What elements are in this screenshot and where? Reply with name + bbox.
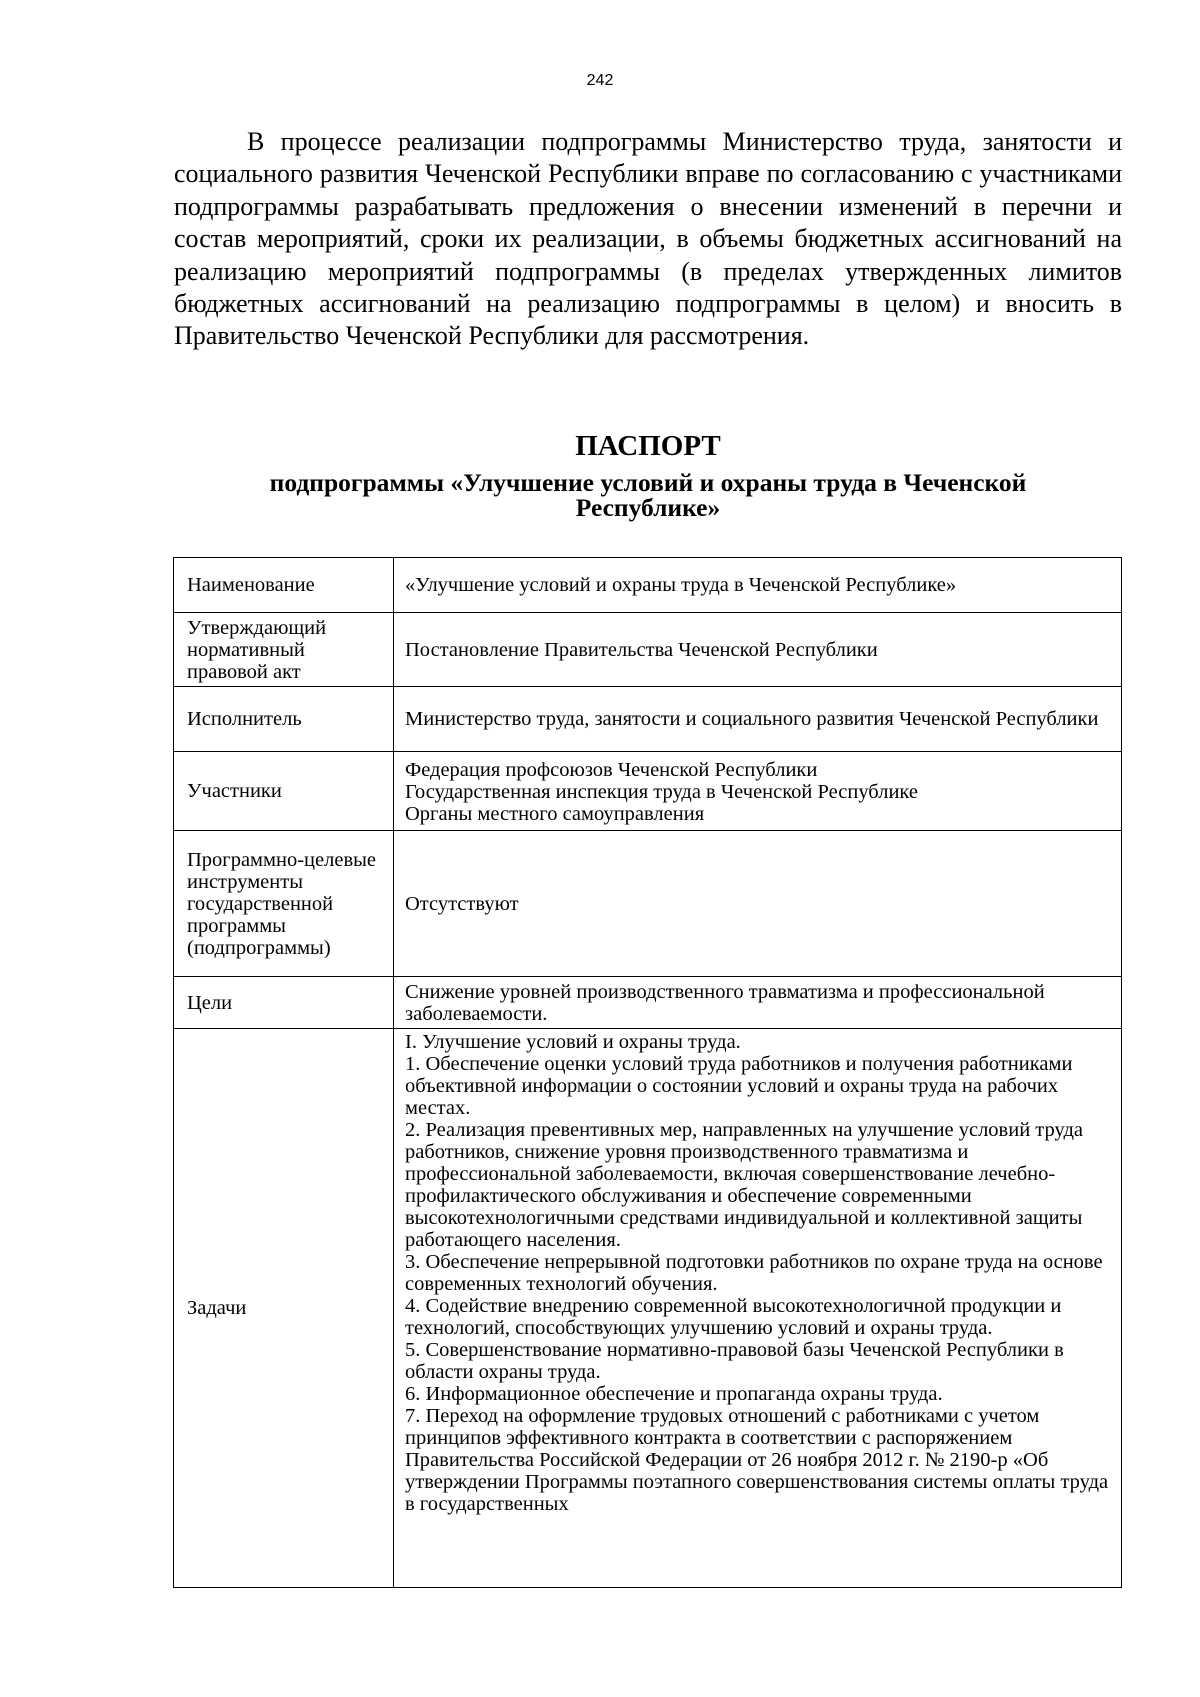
table-row-name [174,558,1122,613]
table-row-tasks [174,1029,1122,1588]
row-value-legal-act: Постановление Правительства Чеченской Республики [394,613,1122,687]
table-row-tools [174,831,1122,977]
task-item: I. Улучшение условий и охраны труда. [405,1031,741,1053]
row-label-goals: Цели [174,977,394,1029]
row-label-tools: Программно-целевые инструменты государственной программы (подпрограммы) [174,831,394,977]
passport-table [173,557,1122,1588]
row-label-legal-act: Утверждающий нормативный правовой акт [174,613,394,687]
participant-item: Государственная инспекция труда в Чеченской Республике [405,780,918,803]
row-value-tasks [394,1029,1122,1588]
passport-subtitle: подпрограммы «Улучшение условий и охраны труда в Чеченской Республике» [269,468,1027,522]
page-number: 242 [586,72,614,89]
row-value-participants [394,752,1122,831]
task-item: 5. Совершенствование нормативно-правовой базы Чеченской Республики в области охраны труда. [405,1339,1064,1383]
task-item: 6. Информационное обеспечение и пропаганда охраны труда. [405,1383,943,1405]
table-row-executor [174,687,1122,752]
table-row-participants [174,752,1122,831]
intro-paragraph: В процессе реализации подпрограммы Министерство труда, занятости и социального развития Чеченской Республики вправе по согласованию с участниками подпрограммы разрабатывать предложения о внесении изменений в перечни и состав мероприятий, сроки их реализации, в объемы бюджетных ассигнований на реализацию мероприятий подпрограммы (в пределах утвержденных лимитов бюджетных ассигнований на реализацию подпрограммы в целом) и вносить в Правительство Чеченской Республики для рассмотрения. [174,127,1122,351]
task-item: 3. Обеспечение непрерывной подготовки работников по охране труда на основе современных технологий обучения. [405,1251,1103,1295]
table-row-legal-act [174,613,1122,687]
participant-item: Федерация профсоюзов Чеченской Республики [405,758,818,781]
task-item: 4. Содействие внедрению современной высокотехнологичной продукции и технологий, способствующих улучшению условий и охраны труда. [405,1295,1062,1339]
task-item: 7. Переход на оформление трудовых отношений с работниками с учетом принципов эффективного контракта в соответствии с распоряжением Правительства Российской Федерации от 26 ноября 2012 г. № 2190-р «Об утверждении Программы поэтапного совершенствования системы оплаты труда в государственных [405,1405,1109,1515]
row-value-tools: Отсутствуют [394,831,1122,977]
row-label-name: Наименование [174,558,394,613]
table-row-goals [174,977,1122,1029]
row-label-tasks: Задачи [174,1029,394,1588]
row-value-goals: Снижение уровней производственного травматизма и профессиональной заболеваемости. [394,977,1122,1029]
participant-item: Органы местного самоуправления [405,802,705,825]
row-label-executor: Исполнитель [174,687,394,752]
row-label-participants: Участники [174,752,394,831]
task-item: 1. Обеспечение оценки условий труда работников и получения работниками объективной информации о состоянии условий и охраны труда на рабочих местах. [405,1053,1073,1119]
row-value-executor: Министерство труда, занятости и социального развития Чеченской Республики [394,687,1122,752]
row-value-name: «Улучшение условий и охраны труда в Чеченской Республике» [394,558,1122,613]
task-item: 2. Реализация превентивных мер, направленных на улучшение условий труда работников, снижение уровня производственного травматизма и профессиональной заболеваемости, включая совершенствование лечебно-профилактического обслуживания и обеспечение современными высокотехнологичными средствами индивидуальной и коллективной защиты работающего населения. [405,1119,1083,1251]
passport-title: ПАСПОРТ [575,430,721,462]
